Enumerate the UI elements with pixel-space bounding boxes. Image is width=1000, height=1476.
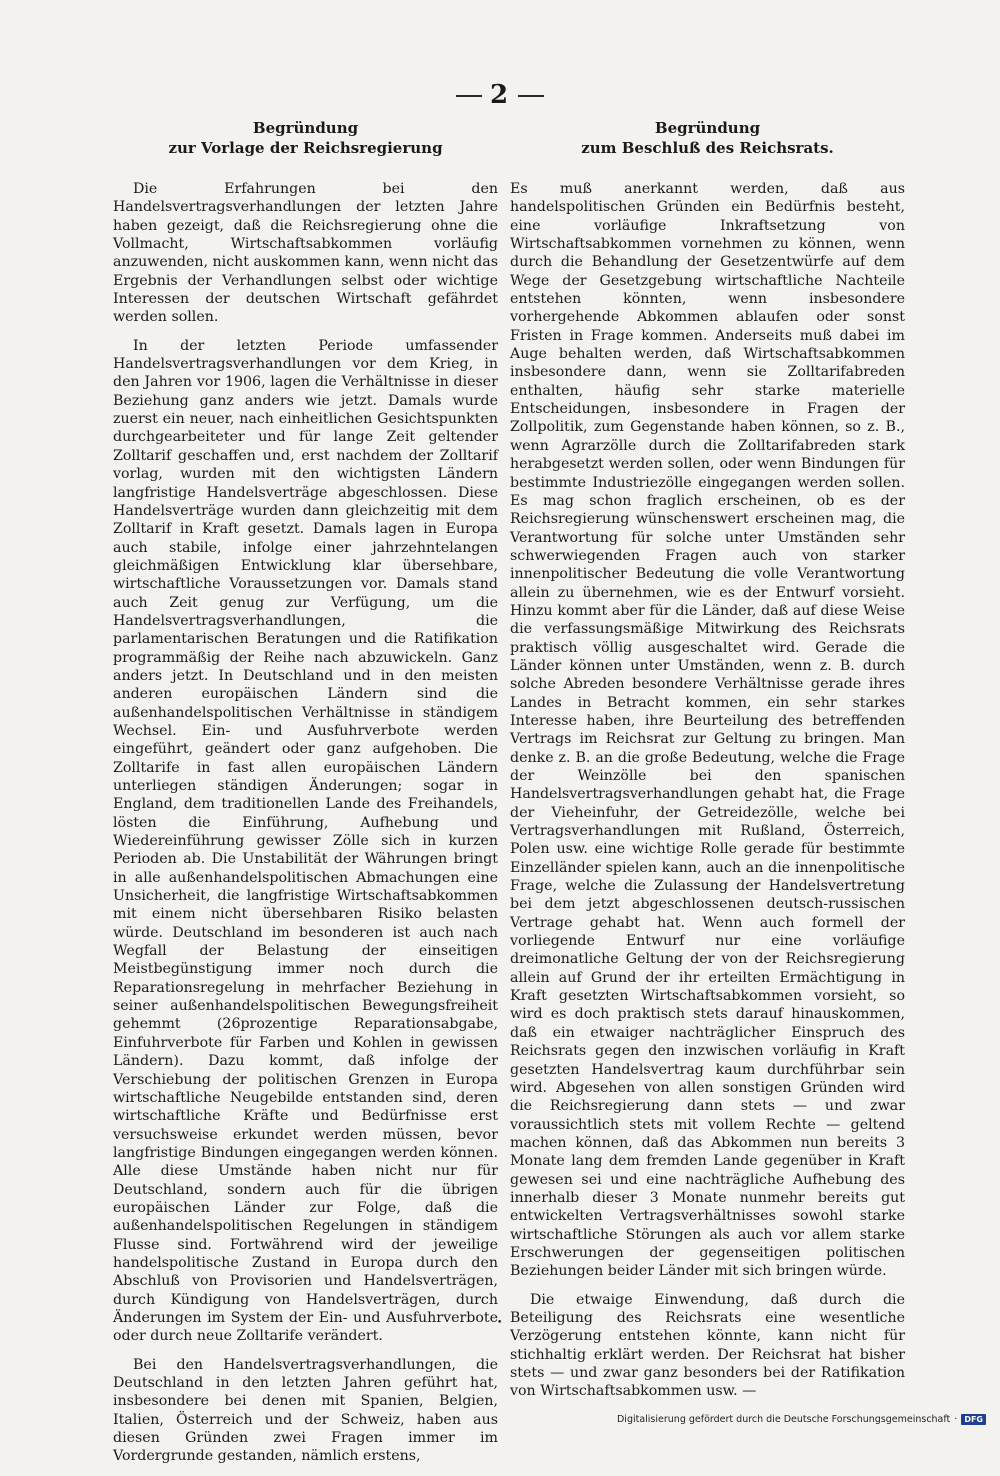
left-heading-line1: Begründung (252, 119, 359, 137)
footer-text: Digitalisierung gefördert durch die Deutsche Forschungsgemeinschaft (616, 1414, 951, 1425)
right-heading-line1: Begründung (654, 119, 761, 137)
left-column (113, 118, 498, 1476)
left-column-heading (113, 118, 498, 158)
right-column (510, 118, 905, 1411)
left-paragraph-2: In der letzten Periode umfassender Handelsvertragsverhandlungen vor dem Krieg, in den Jahren vor 1906, lagen die Verhältnisse in dieser Beziehung ganz anders wie jetzt. Damals wurde zuerst ein neuer, nach einheitlichen Gesichtspunkten durchgearbeiteter und für lange Zeit geltender Zolltarif geschaffen und, erst nachdem der Zolltarif vorlag, wurden mit den wichtigsten Ländern langfristige Handelsverträge abgeschlossen. Diese Handelsverträge wurden dann gleichzeitig mit dem Zolltarif in Kraft gesetzt. Damals lagen in Europa auch stabile, infolge einer jahrzehntelangen gleichmäßigen Entwicklung klar übersehbare, wirtschaftliche Voraussetzungen vor. Damals stand auch Zeit genug zur Verfügung, um die Handelsvertragsverhandlungen, die parlamentarischen Beratungen und die Ratifikation programmäßig der Reihe nach abzuwickeln. Ganz anders jetzt. In Deutschland und in den meisten anderen europäischen Ländern sind die außenhandelspolitischen Verhältnisse in ständigem Wechsel. Ein- und Ausfuhrverbote werden eingeführt, geändert oder ganz aufgehoben. Die Zolltarife in fast allen europäischen Ländern unterliegen ständigen Änderungen; sogar in England, dem traditionellen Lande des Freihandels, lösten die Einführung, Aufhebung und Wiedereinführung gewisser Zölle sich in kurzen Perioden ab. Die Unstabilität der Währungen bringt in alle außenhandelspolitischen Abmachungen eine Unsicherheit, die langfristige Wirtschaftsabkommen mit einem nicht übersehbaren Risiko belasten würde. Deutschland im besonderen ist auch nach Wegfall der Belastung der einseitigen Meistbegünstigung immer noch durch die Reparationsregelung in mehrfacher Beziehung in seiner außenhandelspolitischen Bewegungsfreiheit gehemmt (26prozentige Reparationsabgabe, Einfuhrverbote für Farben und Kohlen in gewissen Ländern). Dazu kommt, daß infolge der Verschiebung der politischen Grenzen in Europa wirtschaftliche Neugebilde entstanden sind, deren wirtschaftliche Kräfte und Bedürfnisse erst versuchsweise erkundet werden müssen, bevor langfristige Bindungen eingegangen werden können. Alle diese Umstände haben nicht nur für Deutschland, sondern auch für die übrigen europäischen Länder zur Folge, daß die außenhandelspolitischen Regelungen in ständigem Flusse sind. Fortwährend wird der jeweilige handelspolitische Zustand in Europa durch den Abschluß von Provisorien und Handelsverträgen, durch Kündigung von Handelsverträgen, durch Änderungen im System der Ein- und Ausfuhrverbote oder durch neue Zolltarife verändert. (113, 337, 498, 1345)
left-paragraph-3: Bei den Handelsvertragsverhandlungen, die Deutschland in den letzten Jahren geführt hat, insbesondere bei denen mit Spanien, Belgien, Italien, Österreich und der Schweiz, haben aus diesen Gründen zwei Fragen immer im Vordergrunde gestanden, nämlich erstens, (113, 1356, 498, 1465)
footer (617, 1414, 986, 1425)
page-number (0, 80, 1000, 110)
right-heading-line2: zum Beschluß des Reichsrats. (581, 139, 834, 157)
page-number-dash-left (456, 95, 482, 97)
dfg-logo: DFG (961, 1414, 986, 1425)
left-heading-line2: zur Vorlage der Reichsregierung (168, 139, 443, 157)
right-column-heading (510, 118, 905, 158)
right-paragraph-1: Es muß anerkannt werden, daß aus handelspolitischen Gründen ein Bedürfnis besteht, eine vorläufige Inkraftsetzung von Wirtschaftsabkommen vornehmen zu können, wenn durch die Behandlung der Gesetzentwürfe auf dem Wege der Gesetzgebung wirtschaftliche Nachteile entstehen könnten, wenn insbesondere vorhergehende Abkommen ablaufen oder sonst Fristen in Frage kommen. Anderseits muß dabei im Auge behalten werden, daß Wirtschaftsabkommen insbesondere dann, wenn sie Zolltarifabreden enthalten, häufig sehr starke materielle Entscheidungen, insbesondere in Fragen der Zollpolitik, zum Gegenstande haben können, so z. B., wenn Agrarzölle durch die Zolltarifabreden stark herabgesetzt werden sollen, oder wenn Bindungen für bestimmte Industriezölle eingegangen werden sollen. Es mag schon fraglich erscheinen, ob es der Reichsregierung wünschenswert erscheinen mag, die Verantwortung für solche unter Umständen sehr schwerwiegenden Fragen auch von starker innenpolitischer Bedeutung die volle Verantwortung allein zu übernehmen, wie es der Entwurf vorsieht. Hinzu kommt aber für die Länder, daß auf diese Weise die verfassungsmäßige Mitwirkung des Reichsrats praktisch völlig ausgeschaltet wird. Gerade die Länder können unter Umständen, wenn z. B. durch solche Abreden besondere Verhältnisse gerade ihres Landes in Betracht kommen, ein sehr starkes Interesse haben, ihre Beurteilung des betreffenden Vertrags im Reichsrat zur Geltung zu bringen. Man denke z. B. an die große Bedeutung, welche die Frage der Weinzölle bei den spanischen Handelsvertragsverhandlungen gehabt hat, die Frage der Vieheinfuhr, der Getreidezölle, welche bei Vertragsverhandlungen mit Rußland, Österreich, Polen usw. eine wichtige Rolle gerade für bestimmte Einzelländer spielen kann, auch an die innenpolitische Frage, welche die Zulassung der Handelsvertretung bei dem jetzt abgeschlossenen deutsch-russischen Vertrage gehabt hat. Wenn auch formell der vorliegende Entwurf nur eine vorläufige dreimonatliche Geltung der von der Reichsregierung allein auf Grund der ihr erteilten Ermächtigung in Kraft gesetzten Wirtschaftsabkommen vorsieht, so wird es doch praktisch stets darauf hinauskommen, daß ein etwaiger nachträglicher Einspruch des Reichsrats gegen den inzwischen vorläufig in Kraft gesetzten Handelsvertrag kaum durchführbar sein wird. Abgesehen von allen sonstigen Gründen wird die Reichsregierung dann stets — und zwar voraussichtlich stets mit vollem Rechte — geltend machen können, daß das Abkommen nun bereits 3 Monate lang dem fremden Lande gegenüber in Kraft gewesen sei und eine nachträgliche Aufhebung des innerhalb dieser 3 Monate nunmehr bereits gut entwickelten Vertragsverhältnisses sowohl starke wirtschaftliche Störungen als auch vor allem starke Erschwerungen der gegenseitigen politischen Beziehungen beider Länder mit sich bringen würde. (510, 181, 905, 1280)
footer-separator: · (954, 1414, 958, 1425)
printer-mark: • (497, 1318, 503, 1328)
page-number-dash-right (518, 95, 544, 97)
page-number-text: 2 (489, 80, 511, 110)
right-paragraph-2: Die etwaige Einwendung, daß durch die Beteiligung des Reichsrats eine wesentliche Verzögerung entstehen könnte, kann nicht für stichhaltig erklärt werden. Der Reichsrat hat bisher stets — und zwar ganz besonders bei der Ratifikation von Wirtschaftsabkommen usw. — (510, 1291, 905, 1400)
left-paragraph-1: Die Erfahrungen bei den Handelsvertragsverhandlungen der letzten Jahre haben gezeigt, daß die Reichsregierung ohne die Vollmacht, Wirtschaftsabkommen vorläufig anzuwenden, nicht auskommen kann, wenn nicht das Ergebnis der Verhandlungen selbst oder wichtige Interessen der deutschen Wirtschaft gefährdet werden sollen. (113, 181, 498, 326)
